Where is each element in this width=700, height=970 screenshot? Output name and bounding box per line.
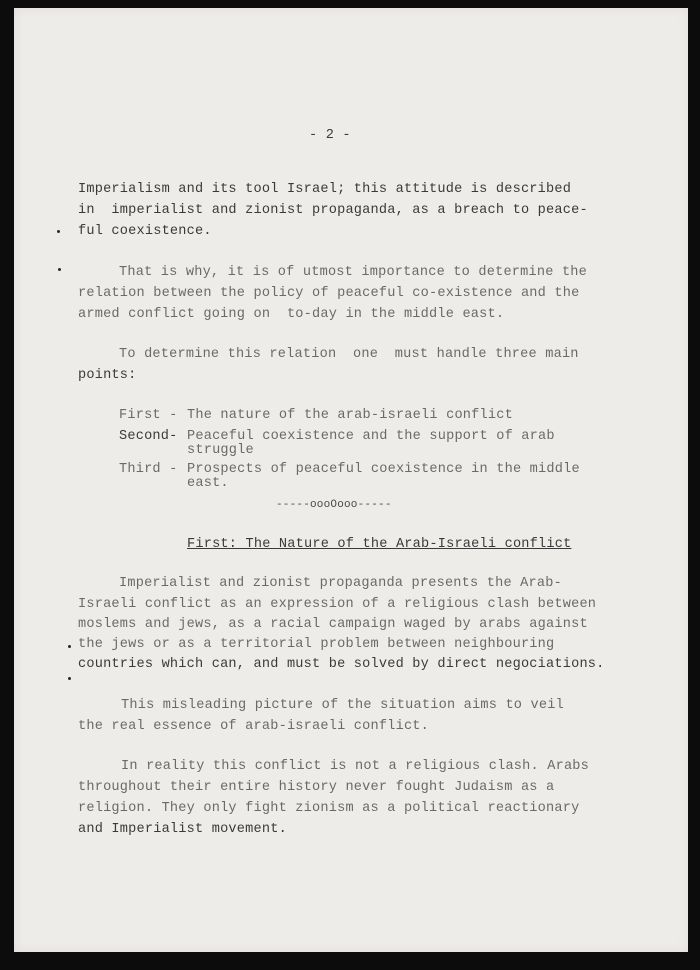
para5-line-2: the real essence of arab-israeli conflict. (78, 719, 430, 734)
point-second-text-2: struggle (187, 443, 254, 458)
point-third-text-1: Prospects of peaceful coexistence in the middle (187, 462, 580, 477)
point-first-text: The nature of the arab-israeli conflict (187, 408, 513, 423)
para3-line-1: To determine this relation one must handle three main (119, 347, 579, 362)
para5-line-1: This misleading picture of the situation aims to veil (121, 698, 564, 713)
para3-line-2: points: (78, 368, 137, 383)
para2-line-2: relation between the policy of peaceful co-existence and the (78, 286, 580, 301)
para4-line-5: countries which can, and must be solved by direct negociations. (78, 657, 605, 672)
para6-line-4: and Imperialist movement. (78, 822, 287, 837)
point-first-label: First - (119, 408, 178, 423)
para4-line-1: Imperialist and zionist propaganda presents the Arab- (119, 576, 562, 591)
para4-line-3: moslems and jews, as a racial campaign waged by arabs against (78, 617, 588, 632)
section-heading: First: The Nature of the Arab-Israeli conflict (187, 537, 572, 552)
para6-line-2: throughout their entire history never fought Judaism as a (78, 780, 555, 795)
point-third-text-2: east. (187, 476, 229, 491)
point-third-label: Third - (119, 462, 178, 477)
section-separator: -----oooOooo----- (276, 499, 392, 511)
margin-dot (57, 230, 60, 233)
para1-line-1: Imperialism and its tool Israel; this attitude is described (78, 182, 572, 197)
point-second-label: Second- (119, 429, 178, 444)
margin-dot (58, 268, 61, 271)
para4-line-4: the jews or as a territorial problem between neighbouring (78, 637, 555, 652)
para4-line-2: Israeli conflict as an expression of a religious clash between (78, 597, 597, 612)
para2-line-1: That is why, it is of utmost importance to determine the (119, 265, 588, 280)
para2-line-3: armed conflict going on to-day in the middle east. (78, 307, 505, 322)
page-number: - 2 - (309, 128, 351, 143)
para1-line-2: in imperialist and zionist propaganda, as a breach to peace- (78, 203, 588, 218)
para6-line-1: In reality this conflict is not a religious clash. Arabs (121, 759, 590, 774)
margin-dot (68, 645, 71, 648)
point-second-text-1: Peaceful coexistence and the support of arab (187, 429, 555, 444)
para1-line-3: ful coexistence. (78, 224, 212, 239)
margin-dot (68, 677, 71, 680)
para6-line-3: religion. They only fight zionism as a political reactionary (78, 801, 580, 816)
